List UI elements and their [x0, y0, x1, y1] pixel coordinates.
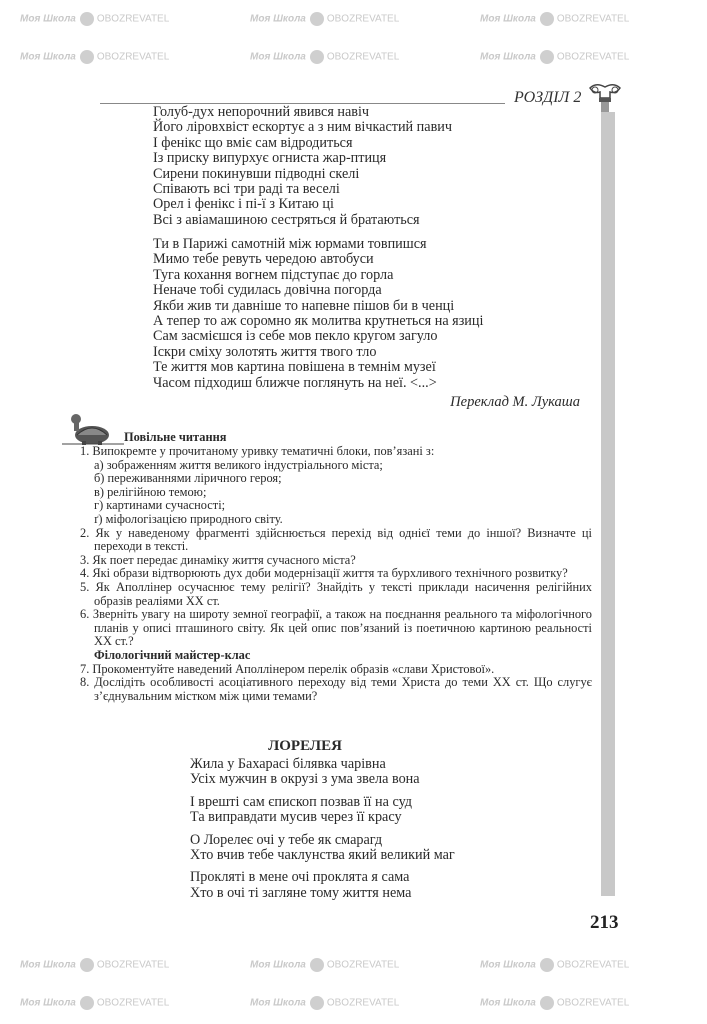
- question-8: 8. Дослідіть особливості асоціативного переходу від теми Христа до теми XX ст. Що слугує з’єднувальним містком між цими темами?: [80, 675, 592, 703]
- poem-line: Мимо тебе ревуть чередою автобуси: [153, 251, 374, 268]
- subsection-title: Філологічний майстер-клас: [94, 647, 251, 662]
- question-2: 2. Як у наведеному фрагменті здійснюється перехід від однієї теми до іншої? Визначте ці переходи в тексті.: [80, 525, 592, 554]
- watermark: [20, 958, 169, 973]
- watermark-logo-icon: [80, 50, 94, 64]
- question-1-item: в) релігійною темою;: [94, 484, 207, 499]
- poem-line: Хто в очі ті загляне тому життя нема: [190, 884, 412, 901]
- watermark-text: Моя Школа: [250, 51, 306, 63]
- questions-block: [80, 430, 592, 703]
- watermark-logo-icon: [540, 958, 554, 972]
- watermark-logo-icon: [540, 50, 554, 64]
- poem-line: Неначе тобі судилась довічна погорда: [153, 282, 382, 299]
- watermark-logo-icon: [310, 958, 324, 972]
- question-6: 6. Зверніть увагу на широту земної географії, а також на поєднання реального та міфологічного планів у описі пташиного світу. Як цей опис пов’язаний із поетичною картиною реальності XX ст.?: [80, 607, 592, 649]
- poem-line: Всі з авіамашиною сестряться й братаються: [153, 211, 420, 228]
- poem-line: Прокляті в мене очі проклята я сама: [190, 869, 410, 886]
- watermark-text: OBOZREVATEL: [326, 51, 400, 63]
- watermark-logo-icon: [310, 50, 324, 64]
- watermark-text: Моя Школа: [20, 13, 76, 25]
- watermark: [250, 50, 399, 65]
- poem-line: Із приску випурхує огниста жар-птиця: [153, 150, 387, 167]
- watermark: [20, 12, 169, 27]
- poem-line: Усіх мужчин в окрузі з ума звела вона: [190, 771, 420, 788]
- watermark: [480, 958, 629, 973]
- watermark: [20, 50, 169, 65]
- watermark: [20, 996, 169, 1011]
- poem-line: Якби жив ти давніше то напевне пішов би в ченці: [153, 297, 455, 314]
- poem-stanza-2: [153, 237, 483, 391]
- watermark-text: Моя Школа: [250, 997, 306, 1009]
- question-5: 5. Як Аполлінер осучаснює тему релігії? Знайдіть у тексті приклади насичення релігійних образів реаліями XX ст.: [80, 579, 592, 608]
- watermark-text: Моя Школа: [20, 997, 76, 1009]
- watermark-text: Моя Школа: [480, 959, 536, 971]
- poem-line: Сам засмієшся із себе мов пекло кругом загуло: [153, 328, 438, 345]
- section-title: Повільне читання: [124, 430, 227, 444]
- watermark-logo-icon: [310, 12, 324, 26]
- poem-line: О Лорелеє очі у тебе як смарагд: [190, 831, 383, 848]
- poem-line: Туга кохання вогнем підступає до горла: [153, 266, 394, 283]
- section-label: РОЗДІЛ 2: [514, 89, 582, 106]
- watermark-text: OBOZREVATEL: [96, 13, 170, 25]
- question-1-item: г) картинами сучасності;: [94, 498, 226, 513]
- question-1: 1. Випокремте у прочитаному уривку тематичні блоки, пов’язані з:: [80, 444, 435, 458]
- poem-line: А тепер то аж соромно як молитва крутнеться на язиці: [153, 313, 484, 330]
- watermark-text: OBOZREVATEL: [96, 51, 170, 63]
- watermark: [250, 12, 399, 27]
- watermark: [250, 958, 399, 973]
- question-1-item: б) переживаннями ліричного героя;: [94, 471, 282, 486]
- turtle-icon: [62, 411, 124, 445]
- page-number: 213: [590, 912, 619, 933]
- question-1-item: ґ) міфологізацією природного світу.: [94, 511, 283, 526]
- watermark-text: OBOZREVATEL: [556, 959, 630, 971]
- watermark-logo-icon: [540, 12, 554, 26]
- question-3: 3. Як поет передає динаміку життя сучасного міста?: [80, 552, 356, 567]
- question-1-item: а) зображенням життя великого індустріального міста;: [94, 457, 383, 472]
- poem-line: Та виправдати мусив через її красу: [190, 809, 402, 826]
- watermark-text: Моя Школа: [480, 13, 536, 25]
- poem-title: ЛОРЕЛЕЯ: [268, 738, 342, 754]
- watermark-logo-icon: [310, 996, 324, 1010]
- watermark: [480, 12, 629, 27]
- poem-line: Його ліровхвіст ескортує а з ним вічкастий павич: [153, 119, 452, 136]
- watermark-text: Моя Школа: [20, 51, 76, 63]
- watermark-logo-icon: [80, 958, 94, 972]
- watermark-text: OBOZREVATEL: [326, 997, 400, 1009]
- watermark-text: OBOZREVATEL: [326, 13, 400, 25]
- poem-line: Сирени покинувши підводні скелі: [153, 165, 360, 182]
- watermark: [480, 996, 629, 1011]
- watermark: [250, 996, 399, 1011]
- watermark-text: OBOZREVATEL: [96, 997, 170, 1009]
- watermark-text: OBOZREVATEL: [556, 997, 630, 1009]
- poem-line: Орел і фенікс і пі-ї з Китаю ці: [153, 196, 334, 213]
- poem-line: Іскри сміху золотять життя твого тло: [153, 343, 377, 360]
- poem-line: Голуб-дух непорочний явився навіч: [153, 104, 370, 120]
- translation-credit: Переклад М. Лукаша: [450, 394, 580, 410]
- question-4: 4. Які образи відтворюють дух доби модернізації життя та бурхливого технічного розвитку?: [80, 566, 568, 581]
- watermark-text: OBOZREVATEL: [96, 959, 170, 971]
- column-capital-icon: [588, 82, 622, 116]
- lorelei-poem: [190, 757, 455, 901]
- poem-line: І врешті сам єпископ позвав її на суд: [190, 793, 412, 810]
- watermark-logo-icon: [80, 996, 94, 1010]
- watermark-text: OBOZREVATEL: [556, 13, 630, 25]
- poem-line: Жила у Бахарасі білявка чарівна: [190, 756, 386, 772]
- watermark-text: Моя Школа: [20, 959, 76, 971]
- watermark-text: OBOZREVATEL: [556, 51, 630, 63]
- poem-line: І фенікс що вміє сам відродиться: [153, 134, 353, 151]
- poem-line: Ти в Парижі самотній між юрмами товпишся: [153, 236, 427, 252]
- watermark-text: Моя Школа: [250, 959, 306, 971]
- watermark-text: Моя Школа: [480, 997, 536, 1009]
- margin-bar: [601, 112, 615, 896]
- poem-line: Хто вчив тебе чаклунства який великий маг: [190, 847, 455, 864]
- watermark: [480, 50, 629, 65]
- watermark-text: OBOZREVATEL: [326, 959, 400, 971]
- poem-line: Те життя мов картина повішена в темнім музеї: [153, 359, 436, 376]
- poem-stanza-1: [153, 105, 452, 228]
- watermark-text: Моя Школа: [480, 51, 536, 63]
- poem-line: Співають всі три раді та веселі: [153, 181, 340, 198]
- watermark-logo-icon: [80, 12, 94, 26]
- question-7: 7. Прокоментуйте наведений Аполлінером перелік образів «слави Христової».: [80, 661, 495, 676]
- watermark-logo-icon: [540, 996, 554, 1010]
- poem-line: Часом підходиш ближче поглянуть на неї. <...>: [153, 374, 437, 391]
- watermark-text: Моя Школа: [250, 13, 306, 25]
